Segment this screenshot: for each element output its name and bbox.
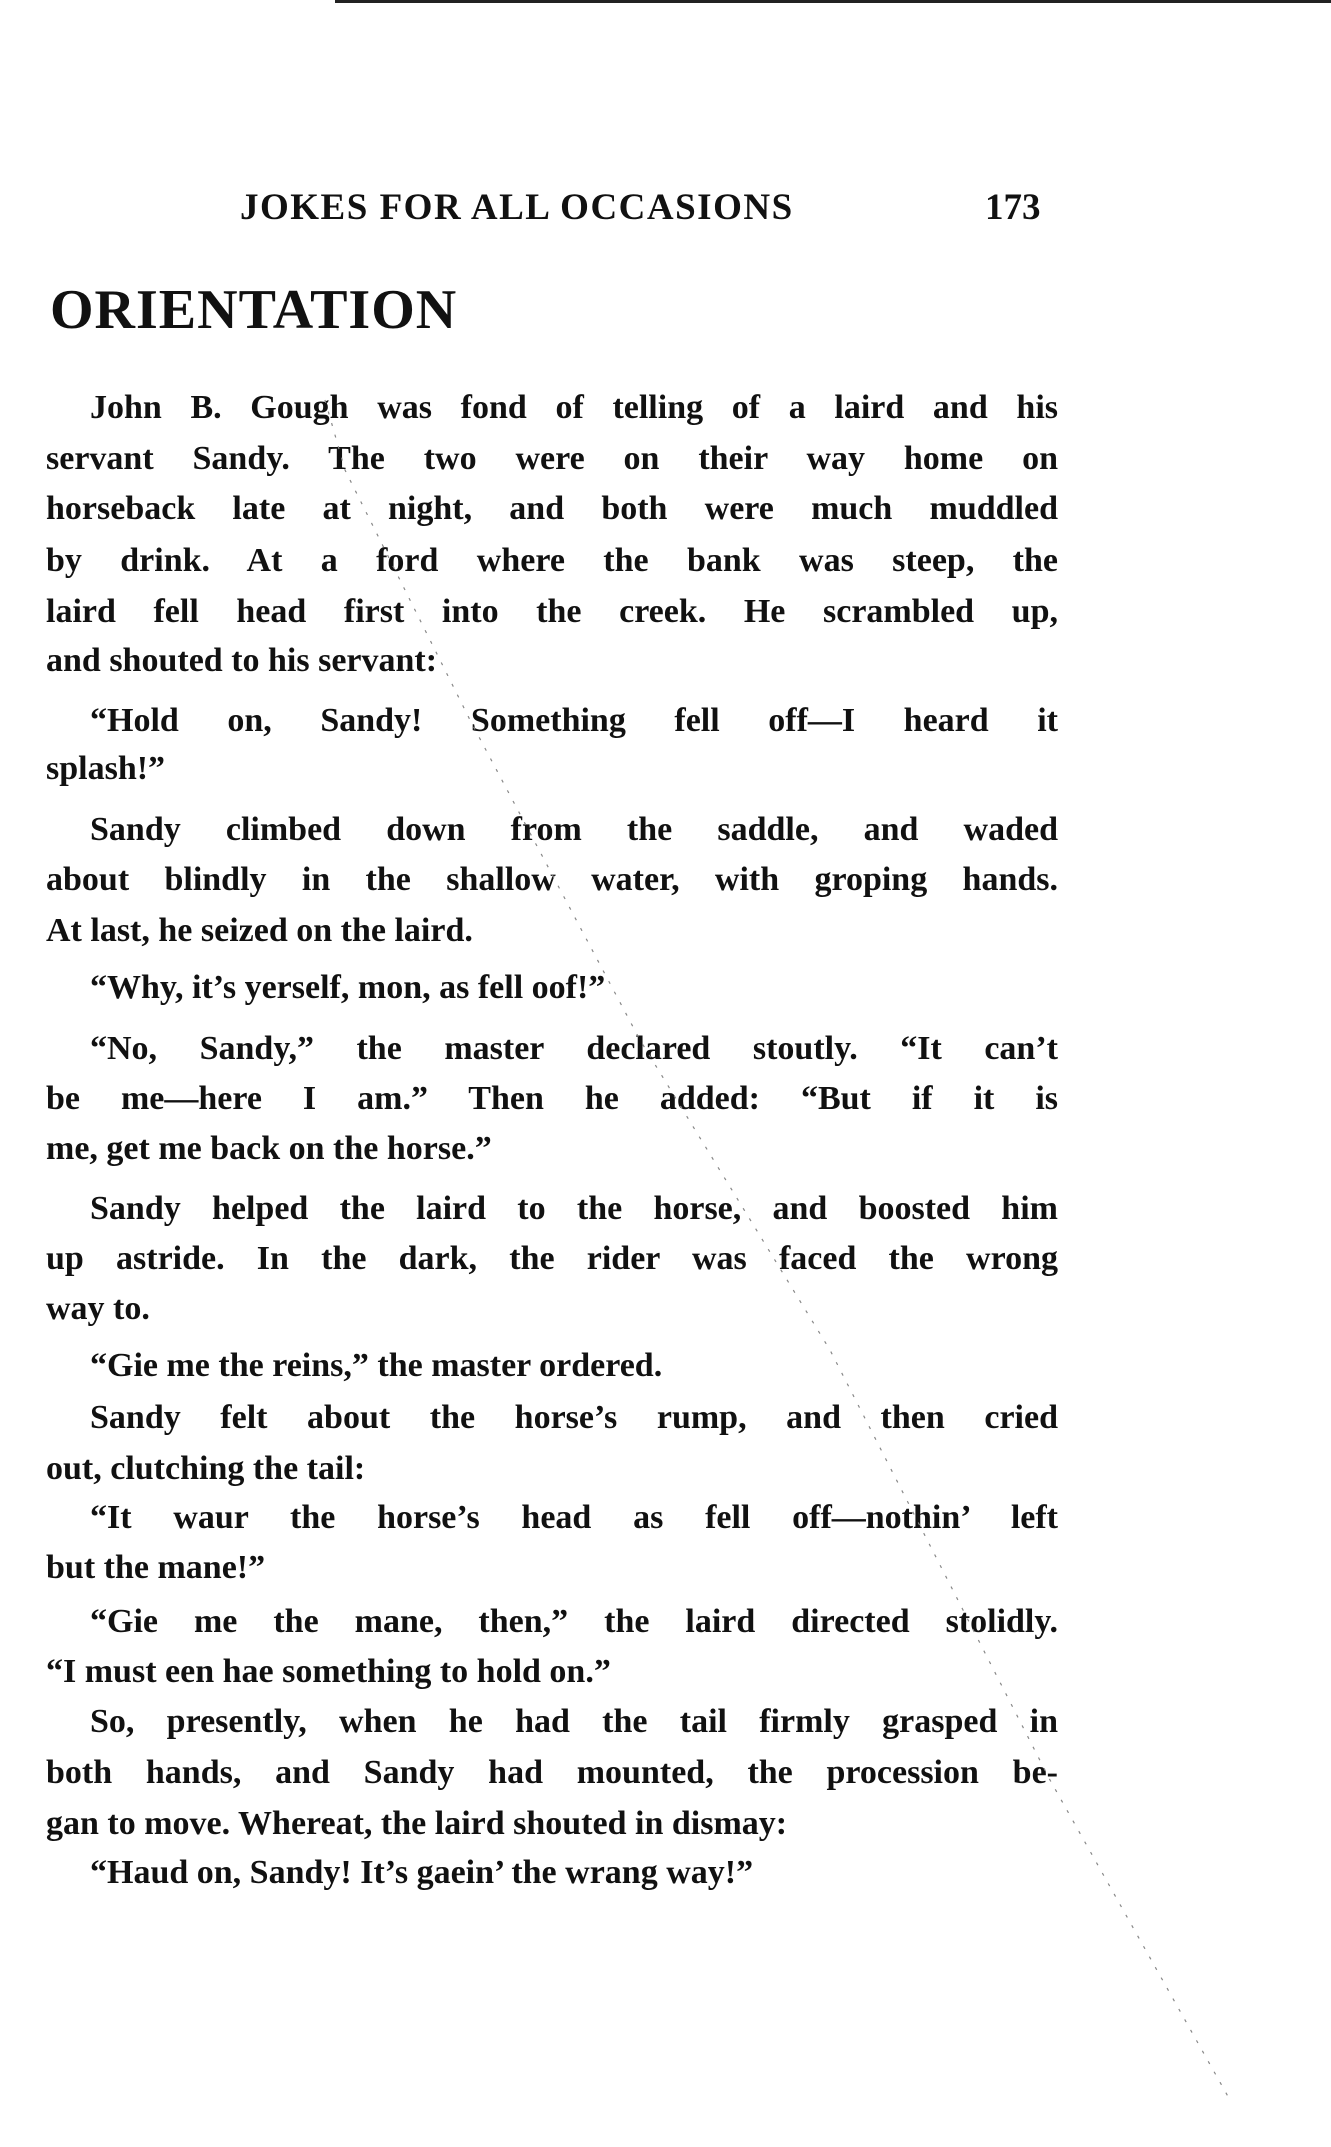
text-line: “Hold on, Sandy! Something fell off—I heard it xyxy=(90,702,1058,740)
text-line: by drink. At a ford where the bank was steep, the xyxy=(46,542,1058,580)
text-line: servant Sandy. The two were on their way home on xyxy=(46,439,1058,477)
scan-border-line xyxy=(335,0,1331,3)
running-header: JOKES FOR ALL OCCASIONS xyxy=(240,187,794,228)
text-line: At last, he seized on the laird. xyxy=(46,911,473,949)
text-line: about blindly in the shallow water, with groping hands. xyxy=(46,861,1058,899)
page-number: 173 xyxy=(985,187,1041,228)
text-line: splash!” xyxy=(46,750,166,788)
text-line: So, presently, when he had the tail firmly grasped in xyxy=(90,1703,1058,1741)
text-line: but the mane!” xyxy=(46,1548,266,1586)
text-line: “Gie me the mane, then,” the laird directed stolidly. xyxy=(90,1603,1058,1641)
text-line: “Haud on, Sandy! It’s gaein’ the wrang way!” xyxy=(90,1853,754,1891)
text-line: “It waur the horse’s head as fell off—nothin’ left xyxy=(90,1499,1058,1537)
text-line: both hands, and Sandy had mounted, the procession be- xyxy=(46,1753,1058,1791)
text-line: Sandy climbed down from the saddle, and waded xyxy=(90,810,1058,848)
text-line: gan to move. Whereat, the laird shouted in dismay: xyxy=(46,1804,788,1842)
text-line: Sandy helped the laird to the horse, and boosted him xyxy=(90,1189,1058,1227)
text-line: “No, Sandy,” the master declared stoutly. “It can’t xyxy=(90,1029,1058,1067)
text-line: and shouted to his servant: xyxy=(46,642,438,680)
text-line: laird fell head first into the creek. He scrambled up, xyxy=(46,592,1058,630)
text-line: John B. Gough was fond of telling of a laird and his xyxy=(90,388,1058,426)
section-title: ORIENTATION xyxy=(50,279,458,341)
text-line: horseback late at night, and both were much muddled xyxy=(46,490,1058,528)
text-line: out, clutching the tail: xyxy=(46,1449,366,1487)
text-line: me, get me back on the horse.” xyxy=(46,1129,492,1167)
text-line: be me—here I am.” Then he added: “But if it is xyxy=(46,1080,1058,1118)
text-line: up astride. In the dark, the rider was faced the wrong xyxy=(46,1240,1058,1278)
text-line: “I must een hae something to hold on.” xyxy=(46,1652,611,1690)
text-line: Sandy felt about the horse’s rump, and then cried xyxy=(90,1399,1058,1437)
text-line: way to. xyxy=(46,1289,150,1327)
text-line: “Why, it’s yerself, mon, as fell oof!” xyxy=(90,969,606,1007)
text-line: “Gie me the reins,” the master ordered. xyxy=(90,1347,663,1385)
